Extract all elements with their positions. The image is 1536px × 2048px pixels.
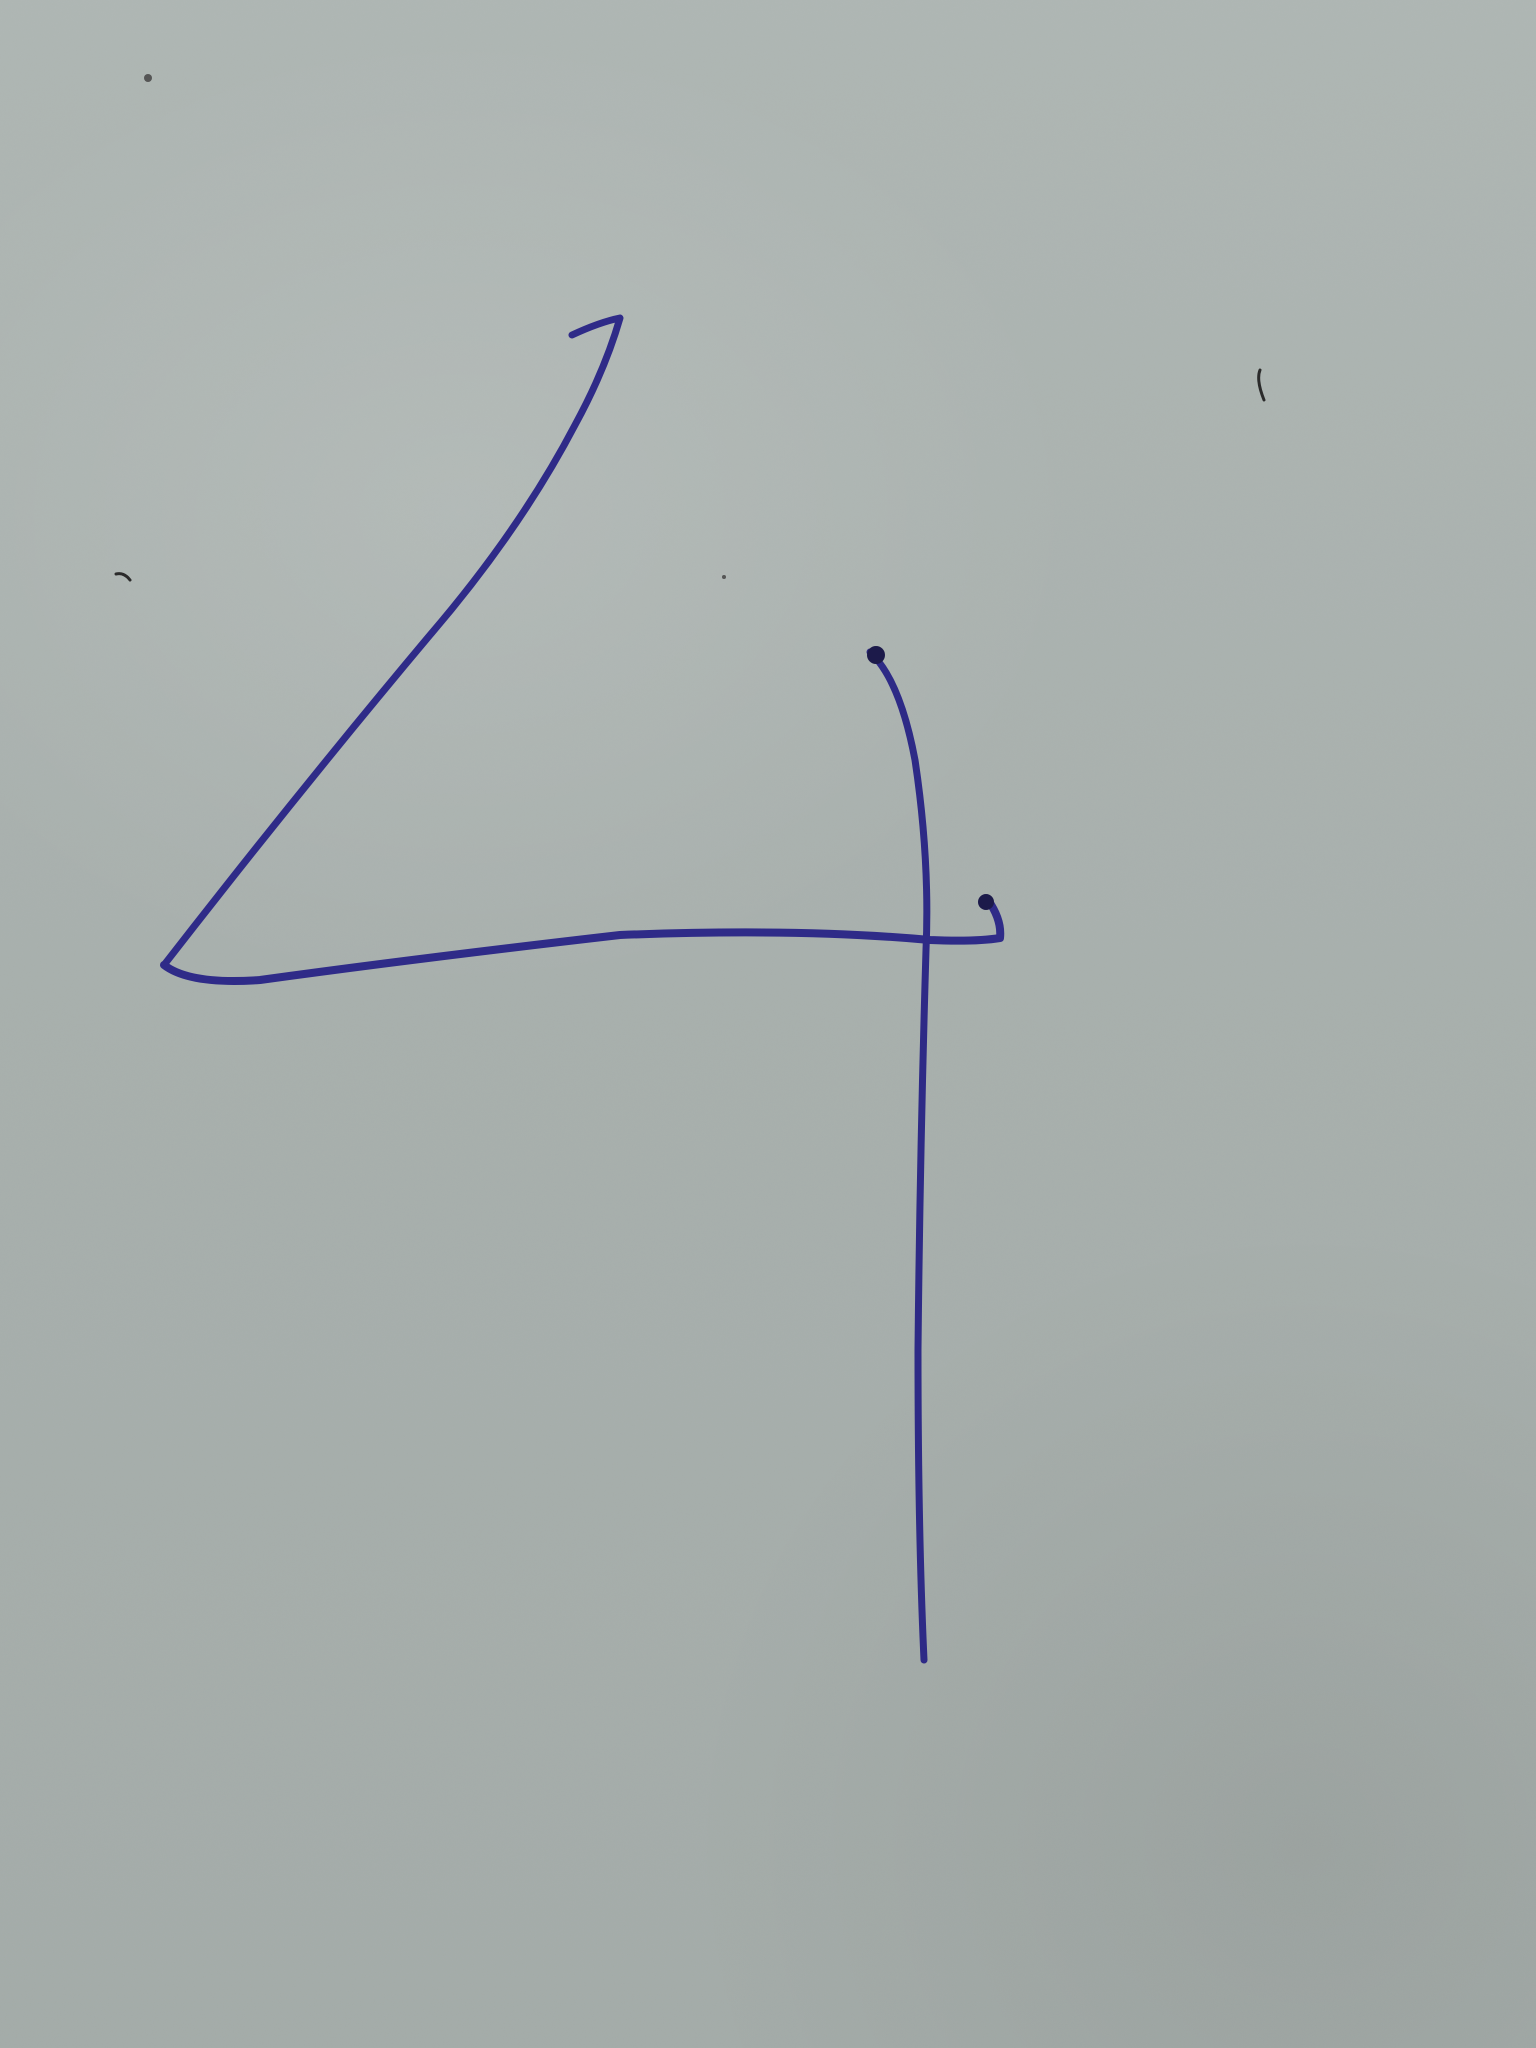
speck-dot-mid [722, 575, 726, 579]
ink-blob-crossbar-end [978, 894, 994, 910]
speck-dot-top [144, 74, 152, 82]
ink-blob-stem-start [867, 646, 885, 664]
